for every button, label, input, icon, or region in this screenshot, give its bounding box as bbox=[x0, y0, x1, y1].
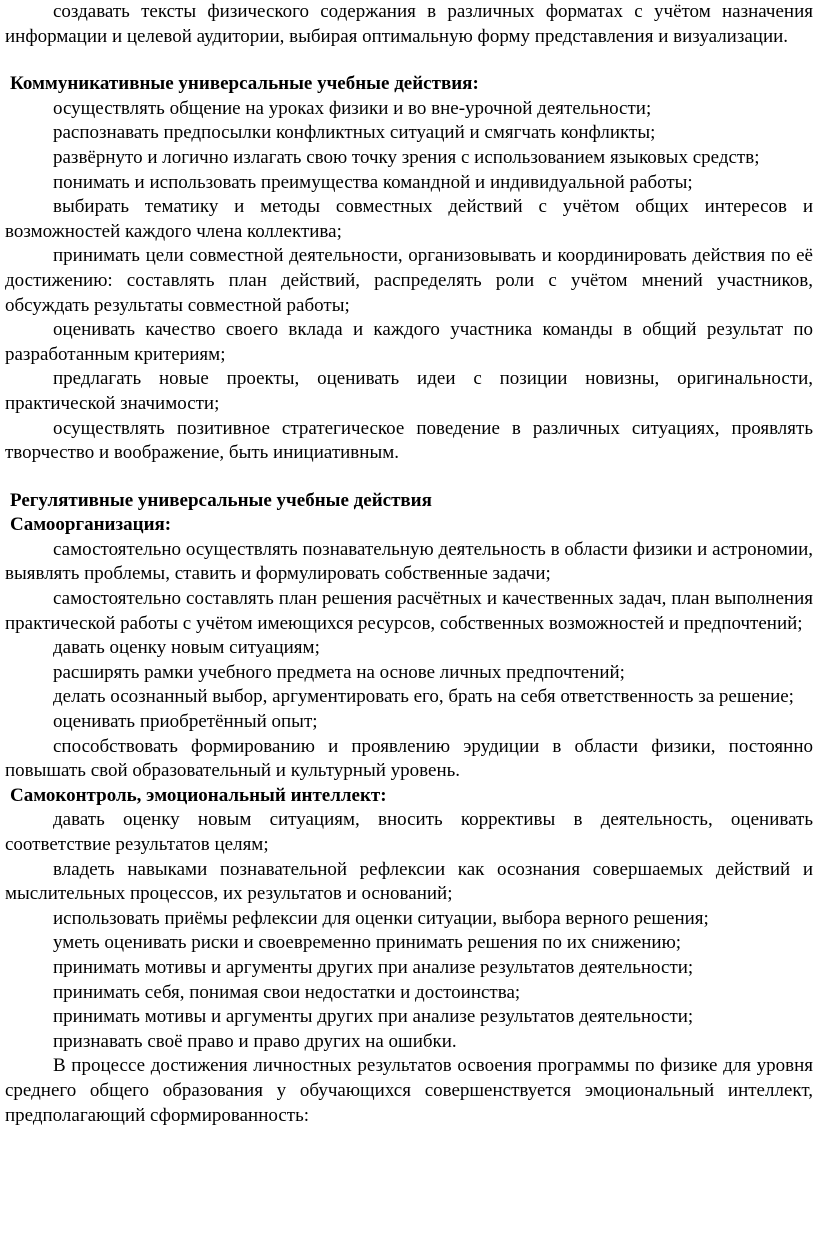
list-item: принимать цели совместной деятельности, организовывать и координировать действия по её достижению: составлять план действий, распределять роли с учётом мнений участников, обсуждать результаты совместной работы; bbox=[5, 245, 813, 316]
list-item: уметь оценивать риски и своевременно принимать решения по их снижению; bbox=[53, 932, 682, 954]
intro-paragraph: создавать тексты физического содержания в различных форматах с учётом назначения информации и целевой аудитории, выбирая оптимальную форму представления и визуализации. bbox=[5, 1, 813, 47]
communicative-section bbox=[5, 72, 813, 466]
communicative-heading: Коммуникативные универсальные учебные действия: bbox=[10, 73, 479, 95]
list-item: расширять рамки учебного предмета на основе личных предпочтений; bbox=[53, 661, 625, 683]
list-item: давать оценку новым ситуациям, вносить коррективы в деятельность, оценивать соответствие результатов целям; bbox=[5, 809, 813, 855]
list-item: принимать мотивы и аргументы других при анализе результатов деятельности; bbox=[53, 1006, 694, 1028]
list-item: предлагать новые проекты, оценивать идеи с позиции новизны, оригинальности, практической значимости; bbox=[5, 368, 813, 414]
list-item: самостоятельно составлять план решения расчётных и качественных задач, план выполнения практической работы с учётом имеющихся ресурсов, собственных возможностей и предпочтений; bbox=[5, 588, 813, 634]
list-item: распознавать предпосылки конфликтных ситуаций и смягчать конфликты; bbox=[53, 122, 656, 144]
list-item: развёрнуто и логично излагать свою точку зрения с использованием языковых средств; bbox=[53, 146, 760, 168]
regulative-section bbox=[5, 489, 813, 1128]
section-spacer bbox=[5, 466, 813, 489]
self-organization-heading: Самоорганизация: bbox=[10, 514, 172, 536]
list-item: осуществлять общение на уроках физики и во вне-урочной деятельности; bbox=[53, 97, 652, 119]
self-control-heading: Самоконтроль, эмоциональный интеллект: bbox=[10, 784, 387, 806]
regulative-heading: Регулятивные универсальные учебные действия bbox=[10, 489, 432, 511]
list-item: способствовать формированию и проявлению эрудиции в области физики, постоянно повышать свой образовательный и культурный уровень. bbox=[5, 735, 813, 782]
list-item: признавать своё право и право других на ошибки. bbox=[53, 1030, 457, 1052]
list-item: осуществлять позитивное стратегическое поведение в различных ситуациях, проявлять творчество и воображение, быть инициативным. bbox=[5, 417, 813, 464]
list-item: использовать приёмы рефлексии для оценки ситуации, выбора верного решения; bbox=[53, 907, 709, 929]
list-item: давать оценку новым ситуациям; bbox=[53, 637, 320, 659]
list-item: принимать мотивы и аргументы других при анализе результатов деятельности; bbox=[53, 956, 694, 978]
list-item: оценивать приобретённый опыт; bbox=[53, 711, 318, 733]
list-item: выбирать тематику и методы совместных действий с учётом общих интересов и возможностей каждого члена коллектива; bbox=[5, 196, 813, 242]
closing-paragraph: В процессе достижения личностных результатов освоения программы по физике для уровня среднего общего образования у обучающихся совершенствуется эмоциональный интеллект, предполагающий сформированность: bbox=[5, 1055, 813, 1126]
list-item: делать осознанный выбор, аргументировать его, брать на себя ответственность за решение; bbox=[53, 686, 794, 708]
list-item: самостоятельно осуществлять познавательную деятельность в области физики и астрономии, выявлять проблемы, ставить и формулировать собственные задачи; bbox=[5, 538, 813, 585]
list-item: принимать себя, понимая свои недостатки и достоинства; bbox=[53, 981, 521, 1003]
section-spacer bbox=[5, 49, 813, 72]
list-item: понимать и использовать преимущества командной и индивидуальной работы; bbox=[53, 171, 693, 193]
list-item: владеть навыками познавательной рефлексии как осознания совершаемых действий и мыслительных процессов, их результатов и оснований; bbox=[5, 858, 813, 905]
list-item: оценивать качество своего вклада и каждого участника команды в общий результат по разработанным критериям; bbox=[5, 319, 813, 365]
